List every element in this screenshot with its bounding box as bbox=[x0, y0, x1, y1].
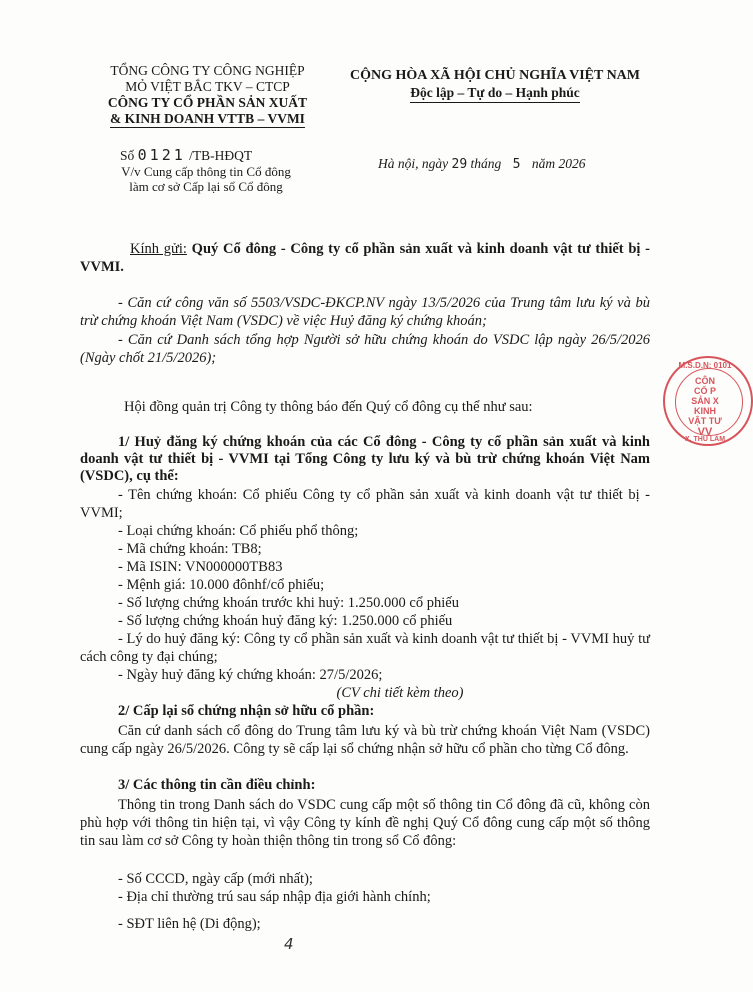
section1-item: - Mã chứng khoán: TB8; bbox=[118, 541, 262, 557]
section1-item: - Mệnh giá: 10.000 đônhf/cổ phiếu; bbox=[118, 577, 325, 593]
doc-subject-line1: V/v Cung cấp thông tin Cổ đông bbox=[121, 164, 291, 179]
seal-top-text: M.S.D.N: 0101 bbox=[678, 361, 732, 370]
issuer-parent-line2: MỎ VIỆT BẮC TKV – CTCP bbox=[125, 79, 290, 94]
doc-number-prefix: Số bbox=[120, 148, 135, 163]
date-year: năm 2026 bbox=[531, 156, 586, 171]
document-subject bbox=[86, 164, 326, 194]
seal-line: SẢN X bbox=[691, 396, 719, 406]
intro-paragraph: Hội đồng quản trị Công ty thông báo đến Quý cổ đông cụ thể như sau: bbox=[124, 399, 533, 415]
recipient-label: Kính gửi: bbox=[130, 241, 187, 257]
date-day: 29 bbox=[451, 157, 468, 172]
section1-note: (CV chi tiết kèm theo) bbox=[336, 685, 464, 701]
doc-number-handwritten: 0121 bbox=[137, 146, 186, 164]
seal-line: CỔ P bbox=[693, 386, 716, 396]
section3-item: - SĐT liên hệ (Di động); bbox=[118, 916, 261, 932]
seal-line: KINH bbox=[694, 406, 716, 416]
section3-item: - Số CCCD, ngày cấp (mới nhất); bbox=[118, 871, 313, 887]
section1-item: - Loại chứng khoán: Cổ phiếu phổ thông; bbox=[118, 523, 359, 539]
place-date bbox=[378, 156, 586, 172]
basis-item-2: - Căn cứ Danh sách tổng hợp Người sở hữu chứng khoán do VSDC lập ngày 26/5/2026 (Ngày chốt 21/5/2026); bbox=[80, 332, 650, 366]
handwritten-initials: 4 bbox=[284, 935, 294, 953]
place-date-prefix: Hà nội, ngày bbox=[378, 156, 449, 171]
doc-subject-line2: làm cơ sở Cấp lại sổ Cổ đông bbox=[129, 179, 283, 194]
date-month-label: tháng bbox=[470, 156, 502, 171]
section3-body: Thông tin trong Danh sách do VSDC cung cấp một số thông tin Cổ đông đã cũ, không còn phù hợp với thông tin hiện tại, vì vậy Công ty kính đề nghị Quý Cổ đông cung cấp một số thông tin sau làm cơ sở Công ty hoàn thiện thông tin trong sổ Cổ đông: bbox=[80, 797, 650, 849]
issuer-block bbox=[80, 63, 335, 128]
section2-title: 2/ Cấp lại sổ chứng nhận sở hữu cổ phần: bbox=[118, 703, 375, 719]
nation-title: CỘNG HÒA XÃ HỘI CHỦ NGHĨA VIỆT NAM bbox=[349, 68, 640, 83]
national-header bbox=[330, 67, 660, 103]
seal-bottom-text: X. THU LÂM bbox=[684, 436, 726, 443]
section1-item: - Số lượng chứng khoán huỷ đăng ký: 1.250.000 cổ phiếu bbox=[118, 613, 453, 629]
section3-item: - Địa chỉ thường trú sau sáp nhập địa giới hành chính; bbox=[118, 889, 431, 905]
section1-item: - Ngày huỷ đăng ký chứng khoán: 27/5/2026; bbox=[118, 667, 383, 683]
issuer-company-line2: & KINH DOANH VTTB – VVMI bbox=[110, 111, 305, 126]
section1-item: - Mã ISIN: VN000000TB83 bbox=[118, 559, 283, 575]
issuer-company-line1: CÔNG TY CỔ PHẦN SẢN XUẤT bbox=[107, 95, 308, 110]
section1-item: - Số lượng chứng khoán trước khi huỷ: 1.250.000 cổ phiếu bbox=[118, 595, 459, 611]
recipient-text: Quý Cổ đông - Công ty cổ phần sản xuất và kinh doanh vật tư thiết bị - VVMI. bbox=[80, 241, 651, 275]
section2-body: Căn cứ danh sách cổ đông do Trung tâm lưu ký và bù trừ chứng khoán Việt Nam (VSDC) cung cấp ngày 26/5/2026. Công ty sẽ cấp lại sổ chứng nhận sở hữu cổ phần cho từng Cổ đông. bbox=[80, 723, 650, 757]
document-number bbox=[120, 146, 252, 164]
section1-item: - Tên chứng khoán: Cổ phiếu Công ty cổ phần sản xuất và kinh doanh vật tư thiết bị - VVMI; bbox=[80, 487, 650, 521]
seal-line: VẬT TƯ bbox=[688, 416, 722, 426]
company-seal bbox=[663, 356, 753, 446]
seal-line: VV bbox=[697, 426, 713, 438]
section1-item: - Lý do huỷ đăng ký: Công ty cổ phần sản xuất và kinh doanh vật tư thiết bị - VVMI huỷ tư cách công ty đại chúng; bbox=[80, 631, 650, 665]
recipient bbox=[80, 240, 650, 276]
issuer-parent-line1: TỔNG CÔNG TY CÔNG NGHIỆP bbox=[110, 63, 305, 78]
section1-title: 1/ Huỷ đăng ký chứng khoán của các Cổ đông - Công ty cổ phần sản xuất và kinh doanh vật tư thiết bị - VVMI tại Tổng Công ty lưu ký và bù trừ chứng khoán Việt Nam (VSDC), cụ thể: bbox=[80, 434, 650, 484]
seal-line: CÔN bbox=[695, 376, 715, 386]
date-month: 5 bbox=[512, 157, 521, 172]
doc-number-suffix: /TB-HĐQT bbox=[189, 148, 253, 163]
national-motto: Độc lập – Tự do – Hạnh phúc bbox=[410, 84, 580, 103]
basis-item-1: - Căn cứ công văn số 5503/VSDC-ĐKCP.NV ngày 13/5/2026 của Trung tâm lưu ký và bù trừ chứng khoán Việt Nam (VSDC) về việc Huỷ đăng ký chứng khoán; bbox=[80, 295, 650, 329]
section3-title: 3/ Các thông tin cần điều chỉnh: bbox=[118, 777, 316, 793]
